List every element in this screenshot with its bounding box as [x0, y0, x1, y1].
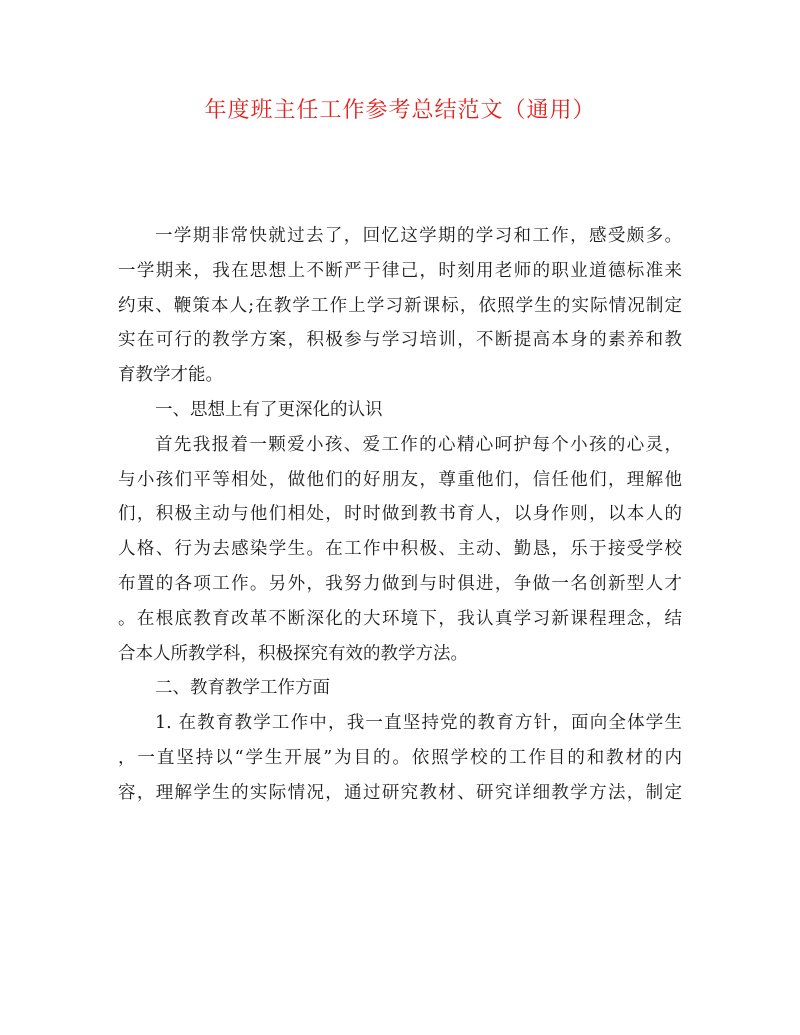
text-line: 首先我报着一颗爱小孩、爱工作的心精心呵护每个小孩的心灵，: [155, 434, 682, 455]
text-line: 布置的各项工作。另外，我努力做到与时俱进，争做一名创新型人才: [118, 573, 682, 594]
document-body: [118, 219, 682, 811]
paragraph: [118, 706, 682, 810]
section-heading: [118, 393, 682, 428]
paragraph: [118, 219, 682, 393]
text-line: 容，理解学生的实际情况，通过研究教材、研究详细教学方法，制定: [118, 782, 682, 803]
text-line: 一、思想上有了更深化的认识: [155, 399, 383, 420]
text-line: 育教学才能。: [118, 365, 223, 386]
text-line: 合本人所教学科，积极探究有效的教学方法。: [118, 643, 468, 664]
text-line: 一学期来，我在思想上不断严于律己，时刻用老师的职业道德标准来: [118, 260, 682, 281]
text-line: 1. 在教育教学工作中，我一直坚持党的教育方针，面向全体学生: [155, 713, 682, 734]
text-line: 一学期非常快就过去了，回忆这学期的学习和工作，感受颇多。: [155, 226, 682, 246]
section-heading: [118, 671, 682, 706]
text-line: 二、教育教学工作方面: [155, 678, 330, 699]
text-line: ，一直坚持以“学生开展”为目的。依照学校的工作目的和教材的内: [118, 747, 682, 768]
text-line: 与小孩们平等相处，做他们的好朋友，尊重他们，信任他们，理解他: [118, 469, 682, 490]
paragraph: [118, 428, 682, 672]
text-line: 人格、行为去感染学生。在工作中积极、主动、勤恳，乐于接受学校: [118, 539, 682, 560]
text-line: 。在根底教育改革不断深化的大环境下，我认真学习新课程理念，结: [118, 608, 682, 629]
text-line: 约束、鞭策本人;在教学工作上学习新课标，依照学生的实际情况制定: [118, 295, 682, 316]
text-line: 们，积极主动与他们相处，时时做到教书育人，以身作则，以本人的: [118, 504, 682, 525]
document-title: 年度班主任工作参考总结范文（通用）: [204, 98, 596, 123]
text-line: 实在可行的教学方案，积极参与学习培训，不断提高本身的素养和教: [118, 330, 682, 351]
